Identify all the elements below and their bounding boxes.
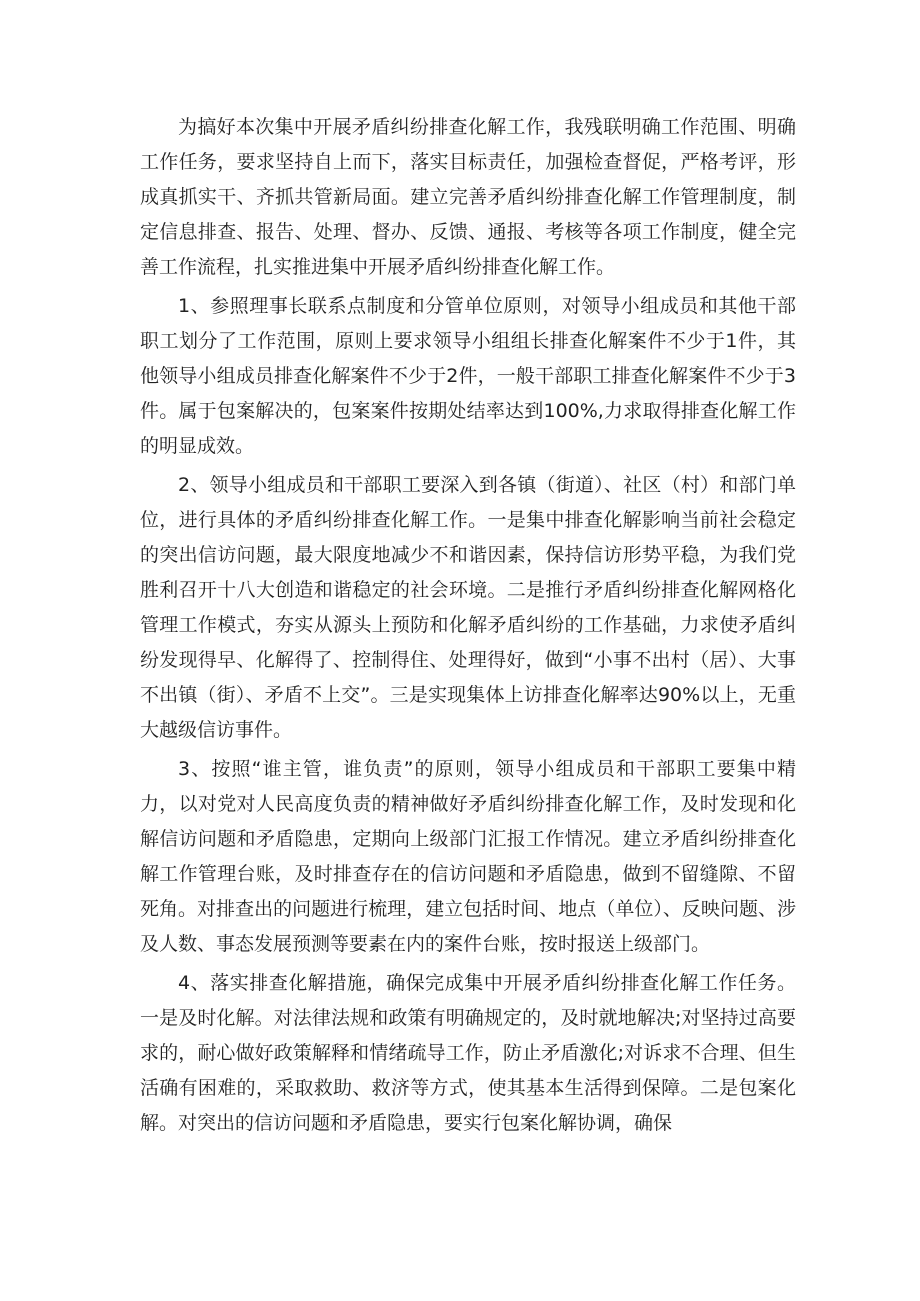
document-body [140, 110, 796, 1145]
paragraph-item-3: 3、按照“谁主管，谁负责”的原则，领导小组成员和干部职工要集中精力，以对党对人民高度负责的精神做好矛盾纠纷排查化解工作，及时发现和化解信访问题和矛盾隐患，定期向上级部门汇报工作情况。建立矛盾纠纷排查化解工作管理台账，及时排查存在的信访问题和矛盾隐患，做到不留缝隙、不留死角。对排查出的问题进行梳理，建立包括时间、地点（单位）、反映问题、涉及人数、事态发展预测等要素在内的案件台账，按时报送上级部门。 [140, 758, 796, 955]
paragraph-item-4: 4、落实排查化解措施，确保完成集中开展矛盾纠纷排查化解工作任务。一是及时化解。对法律法规和政策有明确规定的，及时就地解决;对坚持过高要求的，耐心做好政策解释和情绪疏导工作，防止矛盾激化;对诉求不合理、但生活确有困难的，采取救助、救济等方式，使其基本生活得到保障。二是包案化解。对突出的信访问题和矛盾隐患，要实行包案化解协调，确保 [140, 972, 796, 1134]
paragraph-item-1: 1、参照理事长联系点制度和分管单位原则，对领导小组成员和其他干部职工划分了工作范围，原则上要求领导小组组长排查化解案件不少于1件，其他领导小组成员排查化解案件不少于2件，一般干部职工排查化解案件不少于3件。属于包案解决的，包案案件按期处结率达到100%,力求取得排查化解工作的明显成效。 [140, 295, 796, 457]
paragraph-intro: 为搞好本次集中开展矛盾纠纷排查化解工作，我残联明确工作范围、明确工作任务，要求坚持自上而下，落实目标责任，加强检查督促，严格考评，形成真抓实干、齐抓共管新局面。建立完善矛盾纠纷排查化解工作管理制度，制定信息排查、报告、处理、督办、反馈、通报、考核等各项工作制度，健全完善工作流程，扎实推进集中开展矛盾纠纷排查化解工作。 [140, 116, 796, 278]
paragraph-item-2: 2、领导小组成员和干部职工要深入到各镇（街道）、社区（村）和部门单位，进行具体的矛盾纠纷排查化解工作。一是集中排查化解影响当前社会稳定的突出信访问题，最大限度地减少不和谐因素，保持信访形势平稳，为我们党胜利召开十八大创造和谐稳定的社会环境。二是推行矛盾纠纷排查化解网格化管理工作模式，夯实从源头上预防和化解矛盾纠纷的工作基础，力求使矛盾纠纷发现得早、化解得了、控制得住、处理得好，做到“小事不出村（居）、大事不出镇（街）、矛盾不上交”。三是实现集体上访排查化解率达90%以上，无重大越级信访事件。 [140, 474, 796, 741]
